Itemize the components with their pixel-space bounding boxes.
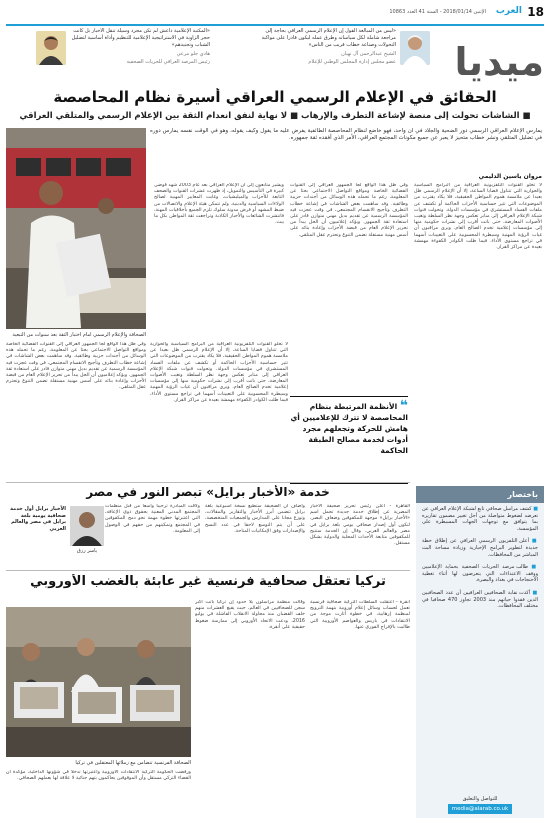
photo-caption: الصحافة والإعلام الرسمي أمام اختبار الثقة بعد سنوات من التبعية: [12, 332, 146, 338]
avatar: [36, 31, 66, 65]
bullet-icon: ■: [528, 564, 538, 571]
header-quote-left: [70, 28, 210, 80]
sidebar-item-text: كشف مراسل صحافي تابع لشبكة الإعلام العراقي عن تعرضه لضغوط متواصلة من أجل تغيير مضمون تقاريره بما يتوافق مع توجهات الجهات المسيطرة على المؤسسة.: [422, 506, 538, 532]
sidebar-item: [416, 561, 544, 587]
person-caption: ياسر رزق: [76, 548, 98, 554]
bullet-icon: ■: [530, 589, 538, 596]
quote-author: الشيخ عبدالرحمن آل نهيان: [341, 51, 396, 57]
page-number: 18: [527, 5, 544, 19]
quote-author-title: رئيس المرصد العراقي للحريات الصحفية: [126, 59, 210, 65]
article2-headline: خدمة «الأخبار برايل» تبصر النور في مصر: [86, 485, 330, 499]
quote-author: هادي جلو مرعي: [176, 51, 210, 57]
person-icon: [400, 31, 430, 65]
pull-quote: [290, 396, 408, 484]
sidebar-title: باختصار: [416, 486, 544, 503]
protest-photo: [6, 607, 191, 757]
article-column: وفي ظل هذا الواقع لجأ الجمهور العراقي إلى القنوات الفضائية الخاصة ومواقع التواصل الاجتماعي بحثا عن المعلومة، رغم ما تحمله هذه الوسائل من أجندات حزبية وطائفية. وقد ساهمت بعض الشاشات في إشاعة خطاب التطرف وتأجيج الانقسام المجتمعي، في وقت عجزت فيه المؤسسة الرسمية عن تقديم بديل مهني متوازن قادر على استعادة ثقة الجمهور. ويؤكد إعلاميون أن الحل يبدأ من تحرير الإعلام العام من قبضة الأحزاب وإعادة بنائه على أسس مهنية مستقلة تضمن التنوع وتحترم عقل المتلقي.: [290, 183, 408, 238]
person-icon: [70, 506, 104, 546]
article-intro: يمارس الإعلام العراقي الرسمي دور الضحية والجلاد في آن واحد، فهو خاضع لنظام المحاصصة الطائفية يفرض عليه ما يقول وكيف يقوله، وهو في الوقت نفسه يمارس دوره في تضليل المتلقي ونشر خطاب متحيز لا يعبر عن جميع مكونات المجتمع العراقي، الأمر الذي أفقده ثقة جمهوره.: [150, 128, 542, 141]
article3-column: وقالت منظمة مراسلون بلا حدود إن تركيا باتت أكبر سجن للصحافيين في العالم، حيث يقبع العشرات منهم خلف القضبان منذ محاولة الانقلاب الفاشلة في يوليو 2016، ودعت الاتحاد الأوروبي إلى ممارسة ضغوط حقيقية على أنقرة.: [195, 600, 305, 630]
main-subhead: ■ الشاشات تحولت إلى منصة لإشاعة التطرف والإرهاب ■ لا نهاية لنفق انعدام الثقة بين الإعلام الرسمي والمتلقي العراقي: [19, 111, 531, 121]
protest-photo-image: [6, 607, 191, 757]
summary-sidebar: [416, 486, 544, 818]
article-column: ويشير متابعون إلى أن الإعلام العراقي بعد عام 2003 شهد فوضى كبيرة في التأسيس والتمويل، إذ ظهرت عشرات القنوات والصحف التابعة للأحزاب والميليشيات، وغابت المعايير المهنية لصالح الولاءات السياسية والدينية. ولم تتمكن هيئة الإعلام والاتصالات من ضبط المشهد أو فرض مدونة سلوك تلزم الجميع بأخلاقيات المهنة، فانتشرت الشائعات والأخبار الكاذبة وتراجعت ثقة المواطن بكل ما يبث.: [154, 183, 284, 226]
article3-headline: تركيا تعتقل صحافية فرنسية غير عابئة بالغضب الأوروبي: [30, 574, 386, 589]
avatar: [400, 31, 430, 65]
issue-date: الإثنين 2018/01/14 - السنة 41 العدد 10863: [389, 9, 486, 15]
header-quote-right: [256, 28, 396, 80]
quote-mark-icon: ❝: [399, 398, 408, 414]
newspaper-logo: العرب: [495, 6, 522, 16]
photo-caption: الصحافة الفرنسية تتضامن مع زملائها المعتقلين في تركيا: [75, 760, 191, 766]
masthead: [6, 4, 544, 26]
article-column: وفي ظل هذا الواقع لجأ الجمهور العراقي إلى القنوات الفضائية الخاصة ومواقع التواصل الاجتماعي بحثا عن المعلومة، رغم ما تحمله هذه الوسائل من أجندات حزبية وطائفية. وقد ساهمت بعض الشاشات في إشاعة خطاب التطرف وتأجيج الانقسام المجتمعي، في وقت عجزت فيه المؤسسة الرسمية عن تقديم بديل مهني متوازن قادر على استعادة ثقة الجمهور. ويؤكد إعلاميون أن الحل يبدأ من تحرير الإعلام العام من قبضة الأحزاب وإعادة بنائه على أسس مهنية مستقلة تضمن التنوع وتحترم عقل المتلقي.: [6, 342, 146, 391]
quote-author-title: عضو مجلس إدارة المجلس الوطني للإعلام: [308, 59, 396, 65]
quote-text: «ليس من المبالغة القول إن الإعلام الرسمي العراقي بحاجة إلى مراجعة شاملة لكل سياساته وطرق عمله ليكون قادرا على مواكبة التحولات وصناعة خطاب قريب من الناس»: [261, 28, 396, 48]
article-column: لا تخلو القنوات التلفزيونية العراقية من البرامج السياسية والحوارية التي تتناول قضايا الساعة، إلا أن الإعلام الرسمي ظل بعيدا عن ملامسة هموم المواطن الحقيقية، فلا يكاد يقترب من الموضوعات التي تثير حساسية الأحزاب الحاكمة أو تكشف عن ملفات الفساد المستشري في مؤسسات الدولة. وتحولت قنوات شبكة الإعلام العراقي إلى منابر تعكس وجهة نظر السلطة وتغيب الأصوات المعارضة، حتى باتت أقرب إلى نشرات حكومية منها إلى مؤسسات إعلامية تخدم الصالح العام. ويرى مراقبون أن غياب الرؤية المهنية وسيطرة المحسوبية على التعيينات أسهما في تراجع مستوى الأداء، فيما ظلت الكوادر الكفوءة مهمشة بعيدة عن مراكز القرار.: [150, 342, 288, 403]
sidebar-item-text: أكدت نقابة الصحافيين العراقيين أن عدد الصحافيين الذين فقدوا حياتهم منذ 2003 تجاوز 470 صحافيا في مختلف المحافظات.: [422, 589, 538, 610]
article2-column: ولاقت المبادرة ترحيبا واسعا من قبل منظمات المجتمع المدني المعنية بحقوق ذوي الإعاقة، التي اعتبرتها خطوة مهمة نحو دمج المكفوفين في المجتمع وتمكينهم من حقهم في الوصول إلى المعلومة.: [105, 504, 200, 534]
quote-text: «المكتبة الإعلامية داعش لم تكن مجرد وسيلة تنقل الأخبار بل كانت حجر الزاوية في الاستراتيجية الإعلامية للتنظيم وأداة أساسية لتضليل الشباب وتجنيدهم»: [71, 28, 210, 48]
sidebar-item: [416, 535, 544, 561]
article2-quote: الأخبار برايل أول خدمة صحافية يومية بلغة برايل في مصر والعالم العربي: [10, 506, 66, 532]
divider: [6, 570, 410, 571]
person-photo: [70, 506, 104, 546]
contact-label: للتواصل والتعليق: [462, 796, 498, 802]
contact-box: [416, 796, 544, 814]
newsstand-photo: [6, 128, 146, 329]
article3-column: أنقرة - اعتقلت السلطات التركية صحافية فرنسية تعمل لحساب وسائل إعلام أوروبية بتهمة الترويج لمنظمة إرهابية، في خطوة أثارت موجة من الانتقادات في باريس والعواصم الأوروبية التي طالبت بالإفراج الفوري عنها.: [310, 600, 410, 630]
section-title: ميديا: [454, 40, 544, 84]
main-headline: الحقائق في الإعلام الرسمي العراقي أسيرة نظام المحاصصة: [53, 88, 497, 106]
article2-column: وأضاف أن الصحيفة ستطبع نسخة أسبوعية بلغة برايل تتضمن أبرز الأخبار والتقارير والمقالات، وتوزع مجانا على المدارس والجمعيات المتخصصة، على أن يتم التوسع لاحقا في عدد النسخ والإصدارات وفق الإمكانيات المتاحة.: [205, 504, 305, 534]
sidebar-item: [416, 503, 544, 535]
sidebar-item-text: طالب مرصد الحريات الصحفية بحماية الإعلاميين ووقف الاعتداءات التي يتعرضون لها أثناء تغطية الاحتجاجات في بغداد والبصرة.: [422, 564, 538, 584]
bullet-icon: ■: [531, 506, 538, 512]
main-photo: [6, 128, 146, 329]
byline: مروان ياسين الدليمي: [478, 173, 542, 180]
article2-column: القاهرة - أعلن رئيس تحرير صحيفة الأخبار المصرية عن إطلاق خدمة جديدة تحمل اسم «الأخبار برايل» موجهة للمكفوفين وضعاف البصر، لتكون أول إصدار صحافي يومي بلغة برايل في مصر والعالم العربي. وقال إن الخدمة ستتيح للمكفوفين متابعة الأحداث المحلية والدولية بشكل مستقل.: [310, 504, 410, 547]
bullet-icon: ■: [528, 538, 538, 545]
person-icon: [36, 31, 66, 65]
contact-email[interactable]: media@alarab.co.uk: [448, 804, 512, 814]
article-column: لا تخلو القنوات التلفزيونية العراقية من البرامج السياسية والحوارية التي تتناول قضايا الساعة، إلا أن الإعلام الرسمي ظل بعيدا عن ملامسة هموم المواطن الحقيقية، فلا يكاد يقترب من الموضوعات التي تثير حساسية الأحزاب الحاكمة أو تكشف عن ملفات الفساد المستشري في مؤسسات الدولة. وتحولت قنوات شبكة الإعلام العراقي إلى منابر تعكس وجهة نظر السلطة وتغيب الأصوات المعارضة، حتى باتت أقرب إلى نشرات حكومية منها إلى مؤسسات إعلامية تخدم الصالح العام. ويرى مراقبون أن غياب الرؤية المهنية وسيطرة المحسوبية على التعيينات أسهما في تراجع مستوى الأداء، فيما ظلت الكوادر الكفوءة مهمشة بعيدة عن مراكز القرار.: [414, 183, 542, 251]
sidebar-item-text: أعلن التلفزيون الرسمي العراقي عن إطلاق خطة جديدة لتطوير البرامج الإخبارية وزيادة مساحة البث المباشر من المحافظات.: [422, 538, 538, 558]
sidebar-item: [416, 587, 544, 613]
divider: [6, 482, 410, 483]
article3-column: ورفضت الحكومة التركية الانتقادات الأوروبية واعتبرتها تدخلا في شؤونها الداخلية، مؤكدة أن القضاء التركي مستقل وأن الموقوفين يحاكمون بتهم جنائية لا علاقة لها بعملهم الصحافي.: [6, 770, 191, 782]
pull-quote-text: الأنظمة المرتبطة بنظام المحاصصة لا تترك للإعلاميين أي هامش للحركة وتجعلهم مجرد أدوات لخدمة مصالح الطبقة الحاكمة: [290, 402, 408, 455]
